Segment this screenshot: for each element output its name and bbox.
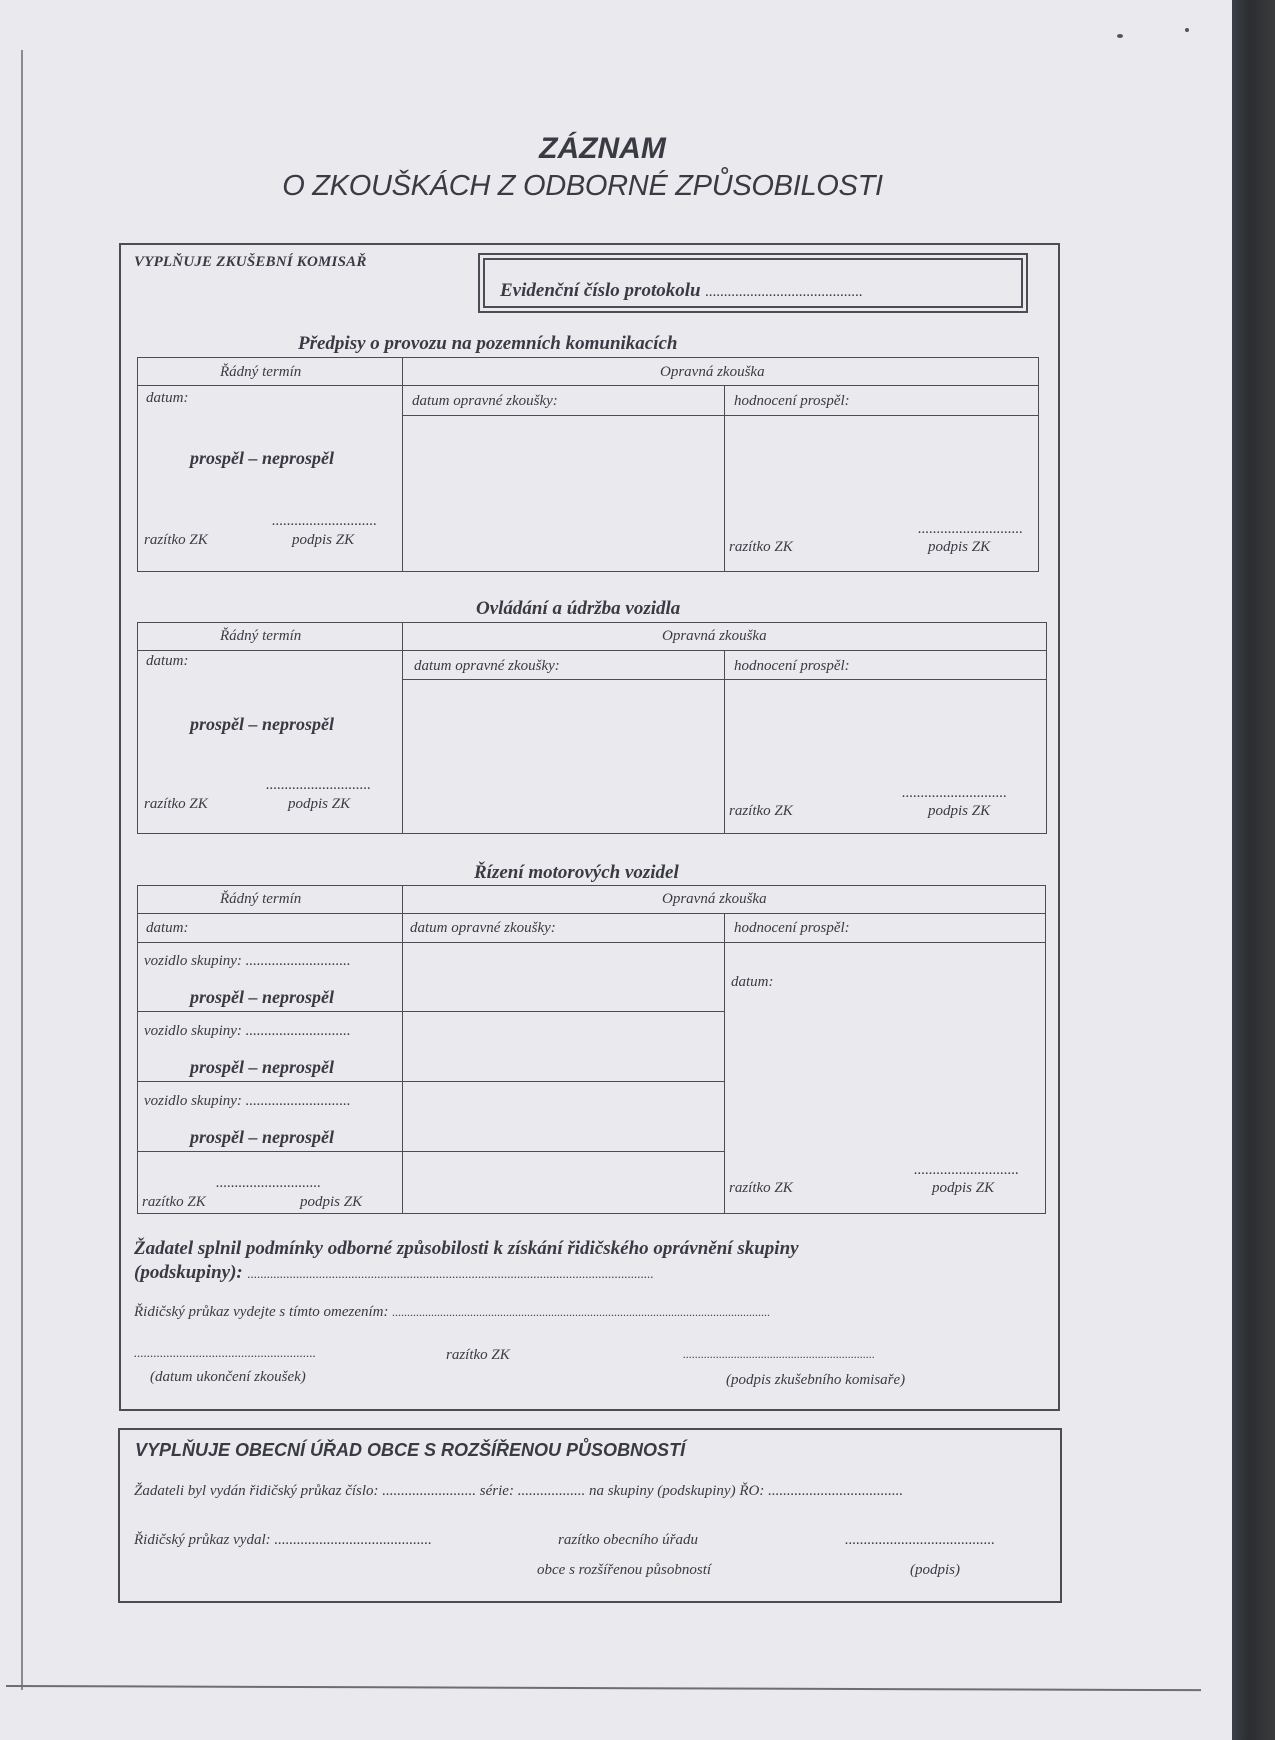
conclusion-group-label: (podskupiny): — [134, 1262, 243, 1283]
table-divider — [724, 650, 725, 834]
stamp-label: razítko ZK — [729, 1180, 793, 1196]
result-option[interactable]: prospěl – neprospěl — [190, 1057, 334, 1077]
examiner-signature-line[interactable]: ................................................................ — [683, 1347, 875, 1361]
table-divider — [402, 357, 403, 572]
evaluation-passed-field[interactable]: hodnocení prospěl: — [734, 658, 850, 674]
table-divider — [137, 1151, 724, 1152]
signature-label: podpis ZK — [928, 803, 991, 819]
municipal-stamp-label: razítko obecního úřadu — [558, 1532, 698, 1548]
vehicle-group-field[interactable] — [144, 1023, 351, 1040]
signature-line[interactable]: ............................ — [918, 521, 1023, 537]
protocol-number-label: Evidenční číslo protokolu — [500, 280, 701, 301]
restriction-label: Řidičský průkaz vydejte s tímto omezením: — [134, 1304, 389, 1320]
signature-line[interactable]: ............................ — [272, 513, 377, 529]
table-divider — [402, 622, 403, 834]
issued-by-label: Řidičský průkaz vydal: — [134, 1532, 271, 1548]
vehicle-group-field[interactable] — [144, 953, 351, 970]
retake-date-field[interactable]: datum opravné zkoušky: — [410, 920, 556, 936]
scan-speck — [1117, 34, 1123, 38]
signature-label: podpis ZK — [300, 1194, 363, 1210]
section-title-traffic-rules: Předpisy o provozu na pozemních komunikacích — [298, 333, 678, 354]
date-field[interactable]: datum: — [146, 920, 189, 936]
page-edge-left — [21, 50, 23, 1690]
stamp-label: razítko ZK — [729, 539, 793, 555]
restriction-field[interactable] — [134, 1304, 770, 1321]
vehicle-group-field[interactable] — [144, 1093, 351, 1110]
scan-speck — [1185, 28, 1189, 32]
conclusion-group-field[interactable] — [134, 1262, 654, 1284]
restriction-value[interactable]: .............................................................................................................................. — [392, 1305, 771, 1319]
license-number-value[interactable]: ......................... — [382, 1483, 477, 1499]
stamp-label: razítko ZK — [142, 1194, 206, 1210]
protocol-number-field[interactable] — [500, 280, 863, 302]
result-option[interactable]: prospěl – neprospěl — [190, 1127, 334, 1147]
vehicle-driving-table — [137, 885, 1046, 1214]
signature-label: podpis ZK — [292, 532, 355, 548]
retake-date-field[interactable]: datum: — [731, 974, 774, 990]
conclusion-statement: Žadatel splnil podmínky odborné způsobilosti k získání řidičského oprávnění skupiny — [134, 1238, 799, 1259]
municipal-signature-line[interactable]: ........................................ — [845, 1532, 995, 1548]
stamp-label: razítko ZK — [144, 796, 208, 812]
protocol-number-value[interactable]: .......................................... — [705, 284, 863, 300]
page-edge-bottom — [6, 1685, 1201, 1691]
regular-term-header: Řádný termín — [220, 364, 302, 380]
conclusion-group-value[interactable]: ............................................................................................................................. — [247, 1266, 654, 1281]
groups-value[interactable]: .................................... — [768, 1483, 904, 1499]
retake-date-field[interactable]: datum opravné zkoušky: — [412, 393, 558, 409]
issued-by-field[interactable] — [134, 1532, 432, 1549]
section-title-vehicle-driving: Řízení motorových vozidel — [474, 862, 679, 883]
completion-date-line[interactable]: ........................................................ — [134, 1345, 316, 1360]
regular-term-header: Řádný termín — [220, 891, 302, 907]
table-divider — [137, 942, 1046, 943]
signature-line[interactable]: ............................ — [216, 1175, 321, 1191]
section-title-vehicle-control: Ovládání a údržba vozidla — [476, 598, 681, 619]
table-divider — [724, 385, 725, 572]
date-field[interactable]: datum: — [146, 653, 189, 669]
result-option[interactable]: prospěl – neprospěl — [190, 987, 334, 1007]
stamp-label: razítko ZK — [729, 803, 793, 819]
retake-date-field[interactable]: datum opravné zkoušky: — [414, 658, 560, 674]
stamp-label: razítko ZK — [446, 1347, 510, 1363]
municipal-signature-caption: (podpis) — [910, 1562, 960, 1578]
municipal-section-heading: VYPLŇUJE OBECNÍ ÚŘAD OBCE S ROZŠÍŘENOU PŮSOBNOSTÍ — [135, 1440, 686, 1460]
table-divider — [137, 650, 1047, 651]
groups-label: na skupiny (podskupiny) ŘO: — [588, 1483, 765, 1499]
completion-date-caption: (datum ukončení zkoušek) — [150, 1369, 306, 1385]
document-title: ZÁZNAM — [539, 132, 666, 165]
vehicle-group-label: vozidlo skupiny: — [144, 953, 242, 969]
vehicle-group-value[interactable]: ............................ — [245, 1093, 351, 1109]
table-divider — [402, 885, 403, 1214]
regular-term-header: Řádný termín — [220, 628, 302, 644]
date-field[interactable]: datum: — [146, 390, 189, 406]
vehicle-group-value[interactable]: ............................ — [245, 1023, 351, 1039]
table-divider — [402, 415, 1039, 416]
result-option[interactable]: prospěl – neprospěl — [190, 448, 334, 468]
series-value[interactable]: .................. — [517, 1483, 586, 1499]
scan-edge-right — [1232, 0, 1275, 1740]
table-divider — [137, 1081, 724, 1082]
evaluation-passed-field[interactable]: hodnocení prospěl: — [734, 393, 850, 409]
signature-line[interactable]: ............................ — [902, 785, 1007, 801]
license-number-label: Žadateli byl vydán řidičský průkaz číslo: — [134, 1483, 379, 1499]
retake-exam-header: Opravná zkouška — [662, 891, 767, 907]
table-divider — [724, 913, 725, 1214]
table-divider — [137, 385, 1039, 386]
signature-label: podpis ZK — [288, 796, 351, 812]
table-divider — [137, 1011, 724, 1012]
evaluation-passed-field[interactable]: hodnocení prospěl: — [734, 920, 850, 936]
retake-exam-header: Opravná zkouška — [660, 364, 765, 380]
license-info-row — [134, 1483, 903, 1500]
examiner-signature-caption: (podpis zkušebního komisaře) — [726, 1372, 906, 1388]
document-subtitle: O ZKOUŠKÁCH Z ODBORNÉ ZPŮSOBILOSTI — [282, 170, 883, 202]
result-option[interactable]: prospěl – neprospěl — [190, 714, 334, 734]
retake-exam-header: Opravná zkouška — [662, 628, 767, 644]
issued-by-value[interactable]: .......................................... — [274, 1532, 432, 1548]
vehicle-group-label: vozidlo skupiny: — [144, 1093, 242, 1109]
signature-line[interactable]: ............................ — [266, 777, 371, 793]
examiner-section-label: VYPLŇUJE ZKUŠEBNÍ KOMISAŘ — [134, 254, 367, 270]
municipal-stamp-label-line2: obce s rozšířenou působností — [537, 1562, 712, 1578]
vehicle-group-value[interactable]: ............................ — [245, 953, 351, 969]
signature-label: podpis ZK — [928, 539, 991, 555]
signature-line[interactable]: ............................ — [914, 1162, 1019, 1178]
table-divider — [137, 913, 1046, 914]
vehicle-group-label: vozidlo skupiny: — [144, 1023, 242, 1039]
series-label: série: — [479, 1483, 514, 1499]
signature-label: podpis ZK — [932, 1180, 995, 1196]
stamp-label: razítko ZK — [144, 532, 208, 548]
